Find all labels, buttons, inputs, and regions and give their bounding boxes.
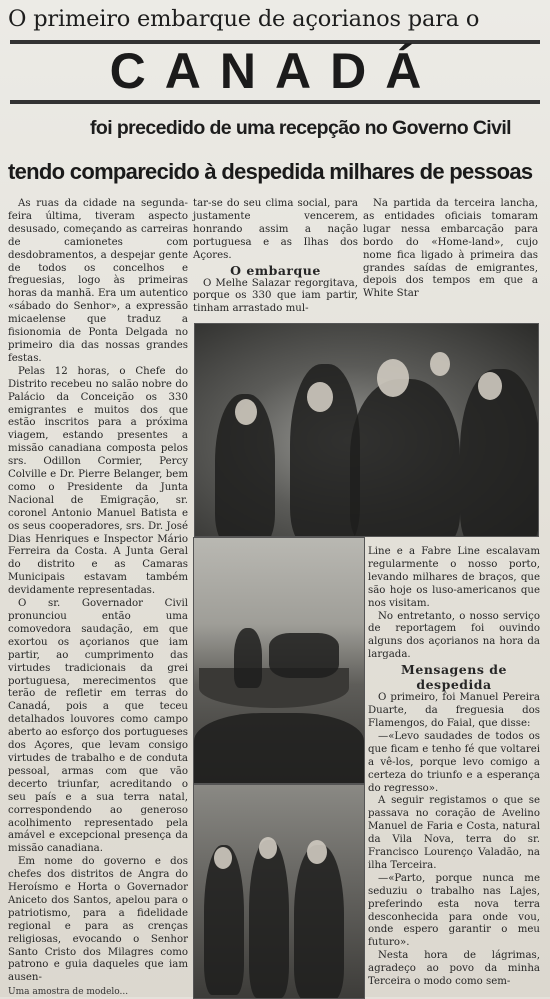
photo-group-guitar — [193, 784, 365, 999]
headline-deck-2: tendo comparecido à despedida milhares de pessoas — [8, 159, 533, 184]
paragraph: O primeiro, foi Manuel Pereira Duarte, da freguesia dos Flamengos, do Faial, que disse: — [368, 692, 540, 729]
photo-farewell-crowd — [194, 323, 539, 537]
paragraph: tar-se do seu clima social, para justamente vencerem, honrando assim a nação portuguesa e as Ilhas dos Açores. — [193, 198, 358, 261]
paragraph: Pelas 12 horas, o Chefe do Distrito recebeu no salão nobre do Palácio da Conceição os 330 emigrantes e muitos dos que estão inscritos para a próxima viagem, estando presentes a missão canadiana composta pelos srs. Odillon Cormier, Percy Colville e Dr. Pierre Belanger, bem como o Presidente da Junta Nacional de Emigração, sr. coronel Antonio Manuel Batista e os seus cooperadores, srs. Dr. José Dias Henriques e Inspector Mário Ferreira da Costa. A Junta Geral do distrito e as Camaras Municipais estavam também devidamente representadas. — [8, 365, 188, 597]
footer-fragment: Uma amostra de modelo... — [8, 987, 129, 997]
subheading-mensagens: Mensagens de despedida — [401, 662, 507, 693]
headline-kicker: O primeiro embarque de açorianos para o — [8, 6, 480, 32]
paragraph: No entretanto, o nosso serviço de reportagem foi ouvindo alguns dos açorianos na hora da largada. — [368, 610, 540, 661]
title-rule-bottom — [10, 100, 540, 104]
headline-title: CANADÁ — [109, 43, 441, 99]
paragraph: As ruas da cidade na segunda-feira última, tiveram aspecto desusado, começando as carreiras de camionetes com desdobramentos, a despejar gente de todos os concelhos e freguesias, logo às primeiras horas da manhã. Era um autentico «sábado do Senhor», a expressão micaelense que traduz a fisionomia de Ponta Delgada no primeiro dia das nossas grandes festas. — [8, 198, 188, 364]
paragraph: —«Levo saudades de todos os que ficam e tenho fé que voltarei a vê-los, porque levo comigo a certeza do triunfo e a esperança do regresso». — [368, 730, 540, 794]
paragraph: Na partida da terceira lancha, as entidades oficiais tomaram lugar nessa embarcação para bordo do «Home-land», cujo nome fica ligado à primeira das grandes saídas de emigrantes, depois dos tempos em que a White Star — [363, 198, 538, 300]
subheading-embarque: O embarque — [230, 262, 321, 278]
article-column-3 — [363, 198, 538, 301]
headline-deck-1: foi precedido de uma recepção no Governo Civil — [90, 117, 512, 139]
article-column-3-continued — [368, 546, 540, 989]
paragraph: O Melhe Salazar regorgitava, porque os 330 que iam partir, tinham arrastado mul- — [193, 277, 358, 315]
paragraph: O sr. Governador Civil pronunciou então uma comovedora saudação, em que exortou os açorianos que iam partir, ao cumprimento das virtudes tradicionais da grei portuguesa, merecimentos que terão de refletir em terras do Canadá, pois a que teceu detalhados louvores como campo aberto ao esforço dos portugueses dos Açores, que levam consigo virtudes de trabalho e de conduta pessoal, armas com que vão decerto triunfar, acreditando o seu país e a sua terra natal, correspondendo ao generoso acolhimento representado pela amável e excepcional presença da missão canadiana. — [8, 598, 188, 855]
article-column-1 — [8, 198, 188, 985]
paragraph: Line e a Fabre Line escalavam regularmente o nosso porto, levando milhares de braços, que são hoje os luso-americanos que nos visitam. — [368, 546, 540, 609]
article-column-2 — [193, 198, 358, 316]
paragraph: —«Parto, porque nunca me seduziu o trabalho nas Lajes, preferindo esta nova terra desconhecida para onde vou, onde espero garantir o meu futuro». — [368, 872, 540, 949]
paragraph: Nesta hora de lágrimas, agradeço ao povo da minha Terceira o modo como sem- — [368, 950, 540, 988]
photo-emigrants-boat — [193, 537, 365, 784]
paragraph: Em nome do governo e dos chefes dos distritos de Angra do Heroísmo e Horta o Governador Aniceto dos Santos, apelou para o patriotismo, para a fidelidade regional e para as crenças religiosas, evocando o Senhor Santo Cristo dos Milagres como patrono e guia daqueles que iam ausen- — [8, 856, 188, 984]
paragraph: A seguir registamos o que se passava no coração de Avelino Manuel de Faria e Costa, natural da Vila Nova, terra do sr. Francisco Lourenço Valadão, na ilha Terceira. — [368, 795, 540, 871]
